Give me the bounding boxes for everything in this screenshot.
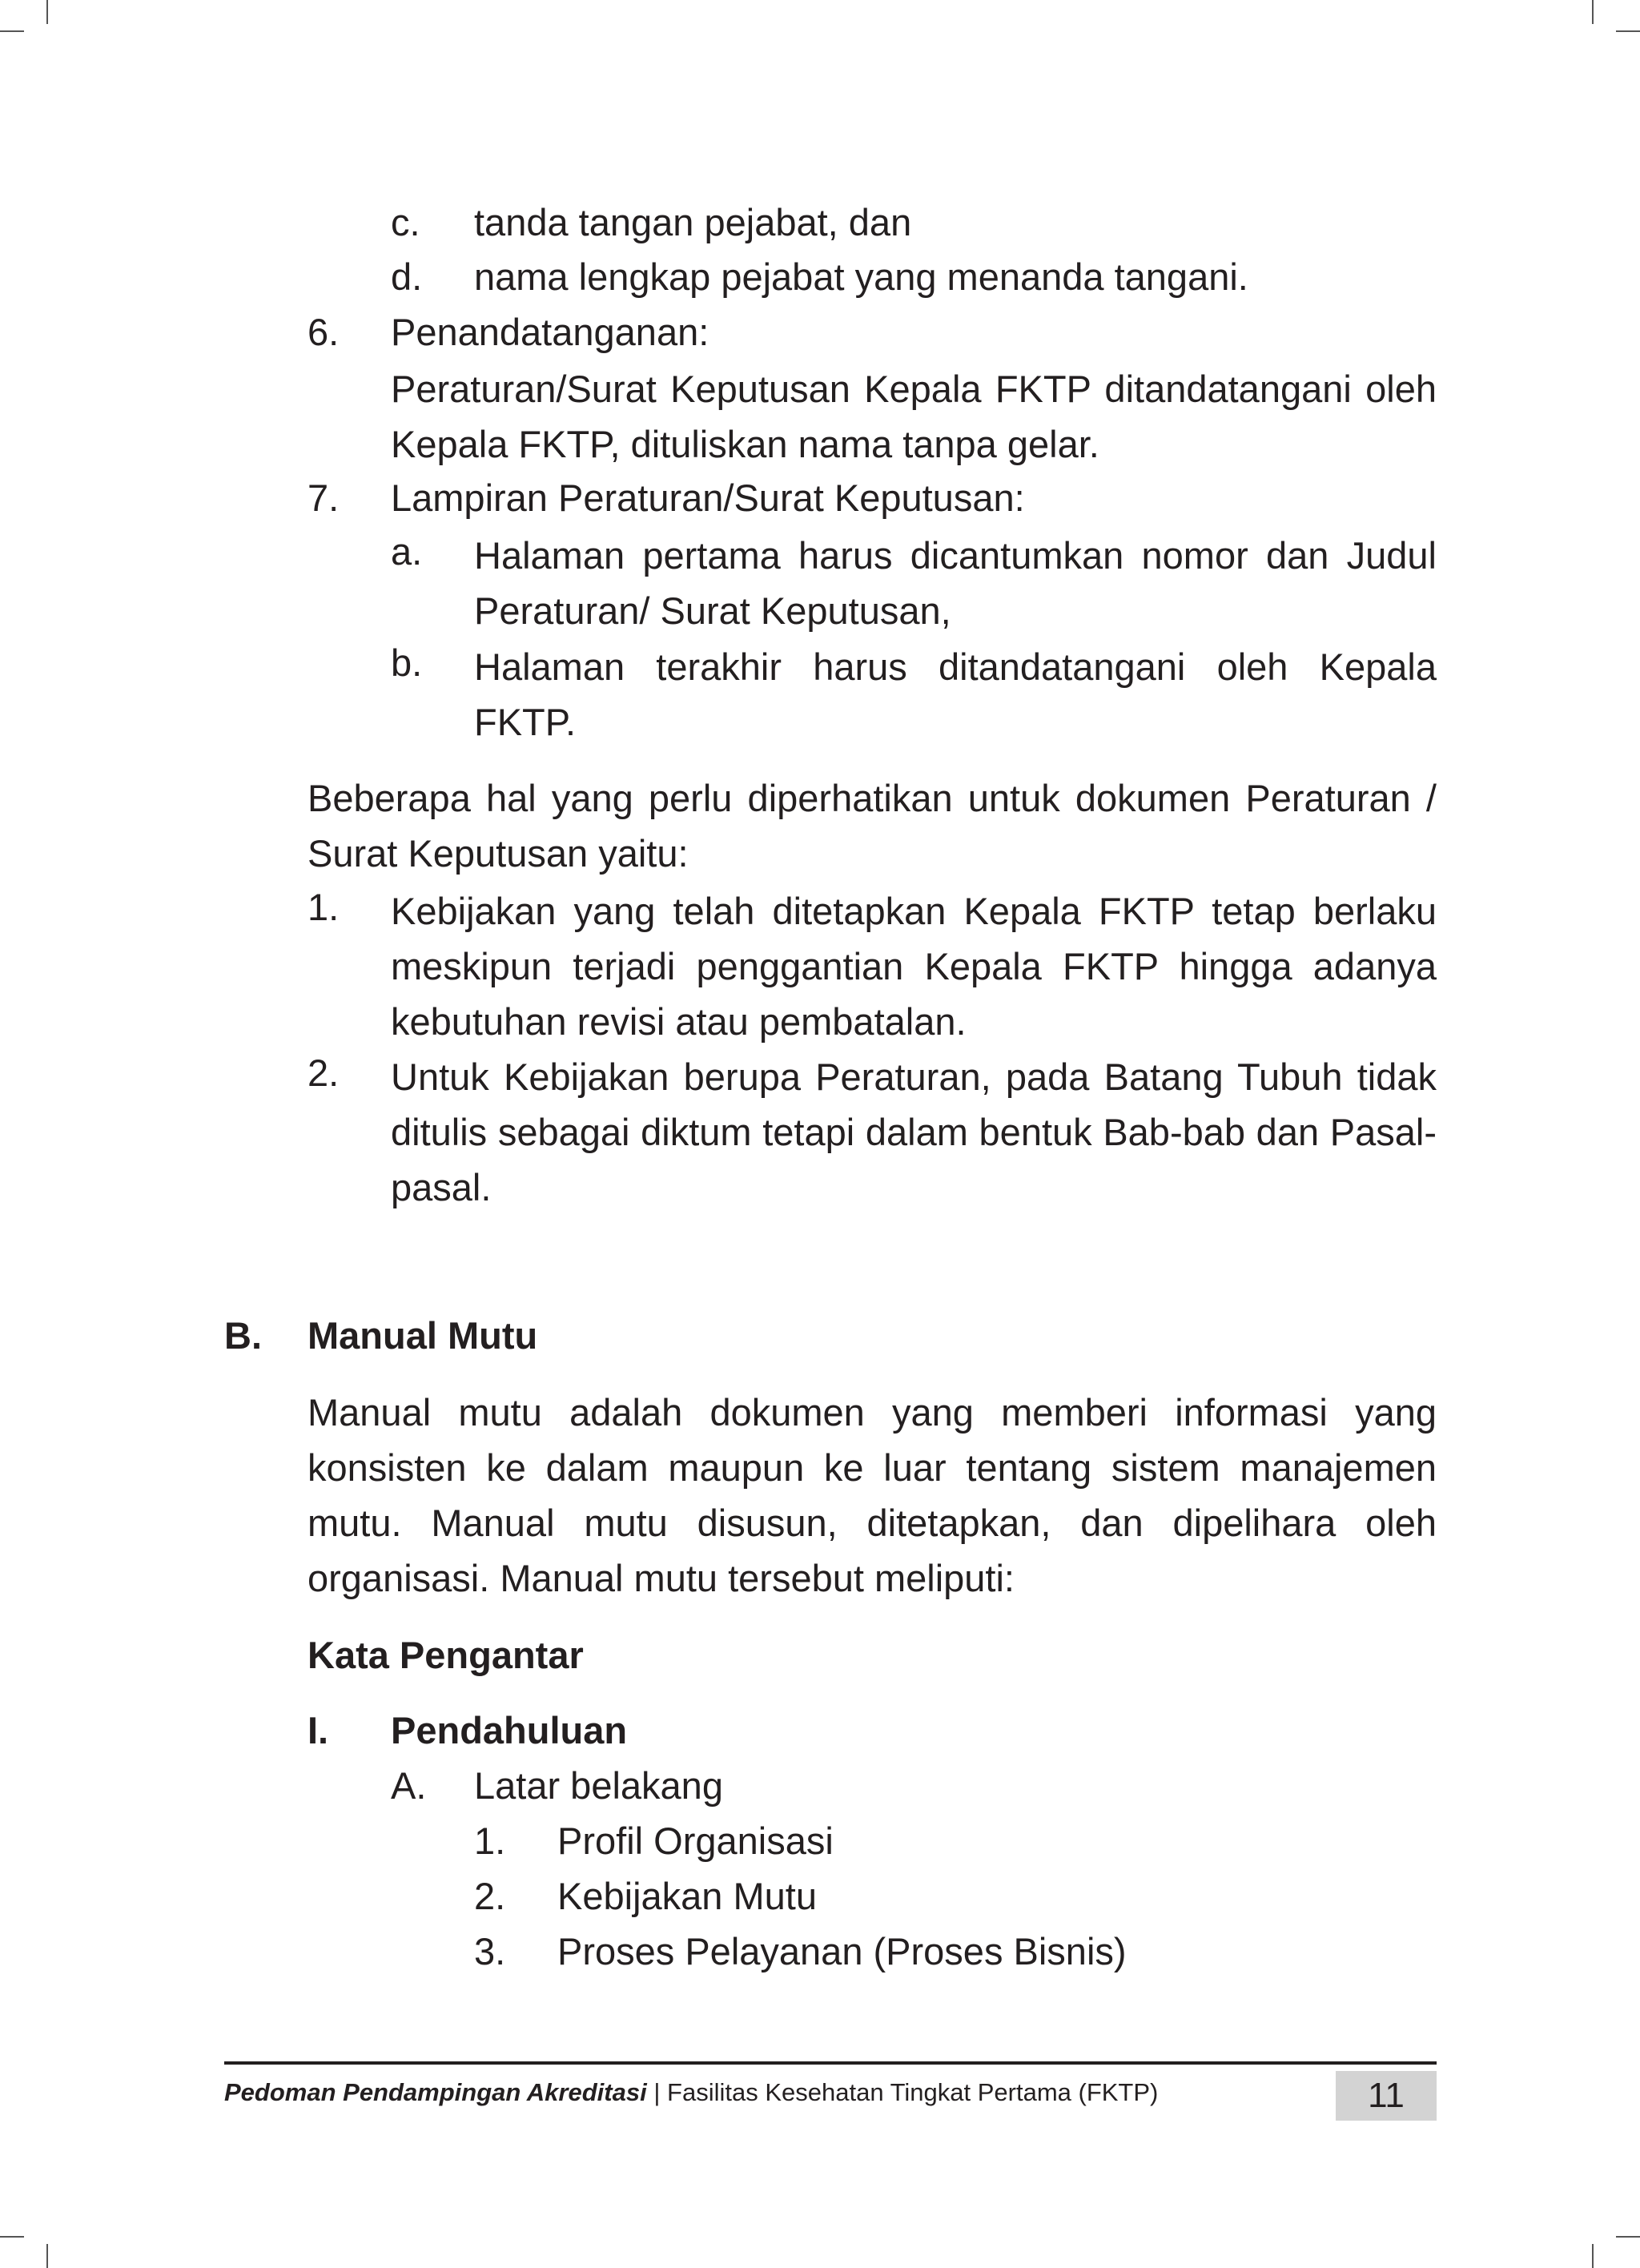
list-item: Proses Pelayanan (Proses Bisnis) (557, 1930, 1127, 1972)
item-6-label: 6. (308, 311, 340, 353)
footer-rule (224, 2061, 1437, 2065)
note-2-label: 2. (308, 1052, 340, 1094)
footer (224, 2073, 1158, 2113)
crop-mark (0, 2236, 24, 2238)
item-d-text: nama lengkap pejabat yang menanda tangani. (474, 255, 1248, 298)
item-c-label: c. (391, 201, 420, 243)
item-7a-label: a. (391, 530, 423, 573)
item-6-body: Peraturan/Surat Keputusan Kepala FKTP ditandatangani oleh Kepala FKTP, dituliskan nama tanpa gelar. (391, 368, 1437, 465)
section-b-body: Manual mutu adalah dokumen yang memberi informasi yang konsisten ke dalam maupun ke luar tentang sistem manajemen mutu. Manual mutu disusun, ditetapkan, dan dipelihara oleh organisasi. Manual mutu tersebut meliputi: (308, 1391, 1437, 1599)
crop-mark (0, 30, 24, 32)
item-7-label: 7. (308, 477, 340, 519)
chapter-1-sub-a-label: A. (391, 1764, 427, 1807)
crop-mark (1616, 30, 1640, 32)
crop-mark (1592, 0, 1594, 24)
crop-mark (1592, 2244, 1594, 2268)
list-item: Kebijakan Mutu (557, 1875, 817, 1917)
item-7-heading: Lampiran Peraturan/Surat Keputusan: (391, 477, 1025, 519)
section-b-label: B. (224, 1314, 262, 1357)
crop-mark (46, 0, 48, 24)
item-7b-text: Halaman terakhir harus ditandatangani oleh Kepala FKTP. (474, 645, 1437, 743)
item-d-label: d. (391, 255, 423, 298)
chapter-1-sub-a-text: Latar belakang (474, 1764, 723, 1807)
list-item-label: 1. (474, 1820, 506, 1862)
chapter-1-label: I. (308, 1709, 329, 1751)
list-item-label: 2. (474, 1875, 506, 1917)
footer-separator: | (653, 2078, 661, 2106)
note-1-label: 1. (308, 886, 340, 928)
section-b-title: Manual Mutu (308, 1314, 538, 1357)
crop-mark (46, 2244, 48, 2268)
chapter-1-title: Pendahuluan (391, 1709, 628, 1751)
kata-pengantar-heading: Kata Pengantar (308, 1634, 584, 1676)
item-7a-text: Halaman pertama harus dicantumkan nomor dan Judul Peraturan/ Surat Keputusan, (474, 534, 1437, 632)
item-6-heading: Penandatanganan: (391, 311, 709, 353)
note-2-text: Untuk Kebijakan berupa Peraturan, pada Batang Tubuh tidak ditulis sebagai diktum tetapi dalam bentuk Bab-bab dan Pasal-pasal. (391, 1056, 1437, 1208)
crop-mark (1616, 2236, 1640, 2238)
intro-paragraph: Beberapa hal yang perlu diperhatikan untuk dokumen Peraturan / Surat Keputusan yaitu: (308, 777, 1437, 875)
footer-title: Pedoman Pendampingan Akreditasi (224, 2078, 647, 2106)
item-c-text: tanda tangan pejabat, dan (474, 201, 912, 243)
page-number: 11 (1336, 2071, 1437, 2121)
note-1-text: Kebijakan yang telah ditetapkan Kepala FKTP tetap berlaku meskipun terjadi penggantian Kepala FKTP hingga adanya kebutuhan revisi atau pembatalan. (391, 890, 1437, 1043)
footer-subtitle: Fasilitas Kesehatan Tingkat Pertama (FKTP) (667, 2078, 1159, 2106)
list-item: Profil Organisasi (557, 1820, 834, 1862)
item-7b-label: b. (391, 641, 423, 684)
list-item-label: 3. (474, 1930, 506, 1972)
